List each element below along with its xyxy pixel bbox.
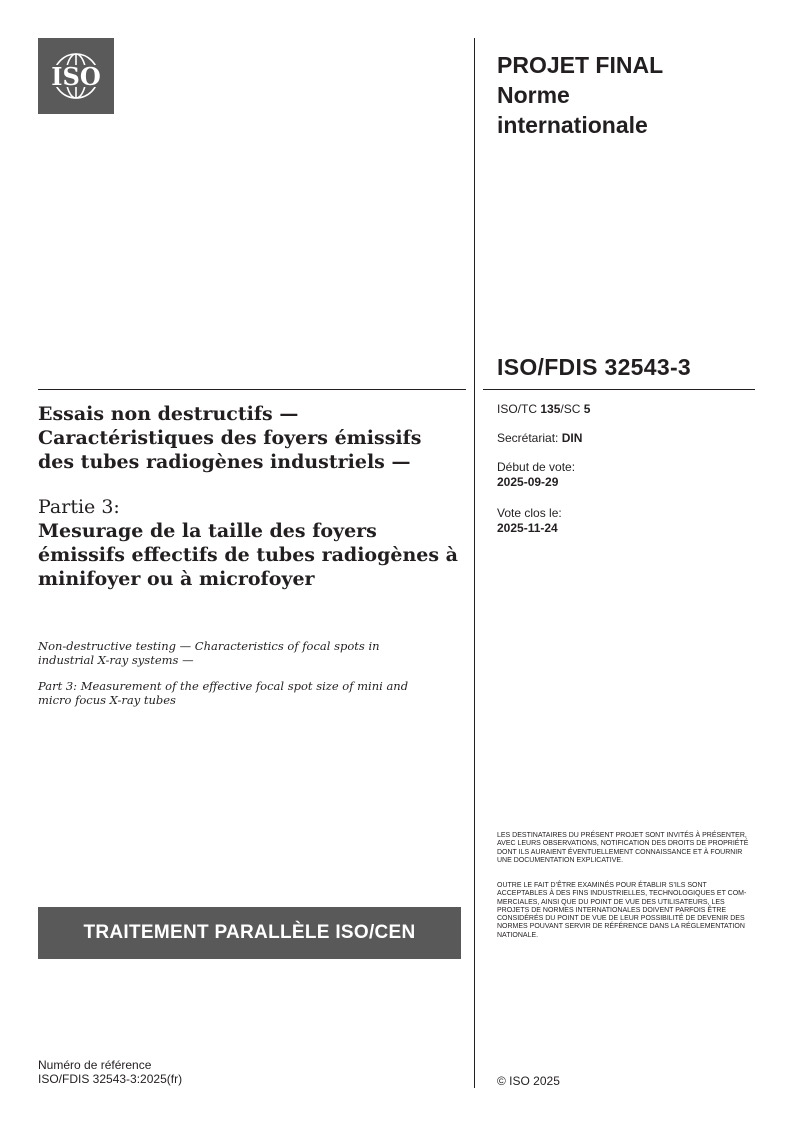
sc-prefix: /SC (560, 402, 584, 416)
tc-number: 135 (540, 402, 561, 416)
copyright: © ISO 2025 (497, 1074, 560, 1088)
vertical-divider (474, 38, 475, 1088)
vote-end-label: Vote clos le: (497, 506, 562, 520)
part-title-en: Part 3: Measurement of the effective focal spot size of mini and micro focus X-ray tubes (38, 679, 409, 707)
vote-start-date: 2025-09-29 (497, 475, 559, 489)
part-label: Partie 3: (38, 496, 120, 518)
iso-logo (38, 38, 114, 114)
doc-type-line1: PROJET FINAL (497, 52, 664, 78)
vote-end-date: 2025-11-24 (497, 521, 558, 535)
parallel-processing-banner (38, 907, 461, 959)
notice-paragraph-2: OUTRE LE FAIT D’ÊTRE EXAMINÉS POUR ÉTABLIR S’ILS SONT ACCEPTABLES À DES FINS INDUSTRIELLES, TECHNOLOGIQUES ET COM-MERCIALES, AINSI QUE DU POINT DE VUE DES UTILISATEURS, LES PROJETS DE NORMES INTERNATIONALES DOIVENT PARFOIS ÊTRE CONSIDÉRÉS DU POINT DE VUE DE LEUR POSSIBILITÉ DE DEVENIR DES NORMES POUVANT SERVIR DE RÉFÉRENCE DANS LA RÉGLEMENTATION NATIONALE. (497, 882, 747, 939)
committee-prefix: ISO/TC (497, 402, 541, 416)
reference-value: ISO/FDIS 32543-3:2025(fr) (38, 1072, 183, 1086)
main-title-en: Non-destructive testing — Characteristics of focal spots in industrial X-ray systems — (38, 639, 380, 667)
banner-text: TRAITEMENT PARALLÈLE ISO/CEN (83, 922, 416, 943)
vote-start (497, 460, 575, 490)
horizontal-rule-left (38, 389, 466, 390)
standard-number: ISO/FDIS 32543-3 (497, 354, 691, 380)
reference-label: Numéro de référence (38, 1058, 152, 1072)
reference-number (38, 1058, 182, 1086)
secretariat (497, 431, 582, 446)
document-type (497, 50, 757, 140)
sc-number: 5 (583, 402, 591, 416)
notice-paragraph-1: LES DESTINATAIRES DU PRÉSENT PROJET SONT INVITÉS À PRÉSENTER, AVEC LEURS OBSERVATIONS, NOTIFICATION DES DROITS DE PROPRIÉTÉ DONT ILS AURAIENT ÉVENTUELLEMENT CONNAISSANCE ET À FOURNIR UNE DOCUMENTATION EXPLICATIVE. (497, 832, 749, 864)
iso-logo-text: ISO (51, 62, 101, 91)
horizontal-rule-right (483, 389, 755, 390)
main-title-fr: Essais non destructifs — Caractéristiques des foyers émissifs des tubes radiogènes industriels — (38, 403, 422, 473)
vote-end (497, 506, 562, 536)
secretariat-value: DIN (561, 431, 583, 445)
doc-type-line2: Norme internationale (497, 82, 648, 138)
committee (497, 402, 590, 417)
iso-globe-icon (38, 38, 114, 114)
vote-start-label: Début de vote: (497, 460, 576, 474)
part-title-fr: Mesurage de la taille des foyers émissifs effectifs de tubes radiogènes à minifoyer ou à microfoyer (38, 520, 458, 590)
secretariat-label: Secrétariat: (497, 431, 562, 445)
